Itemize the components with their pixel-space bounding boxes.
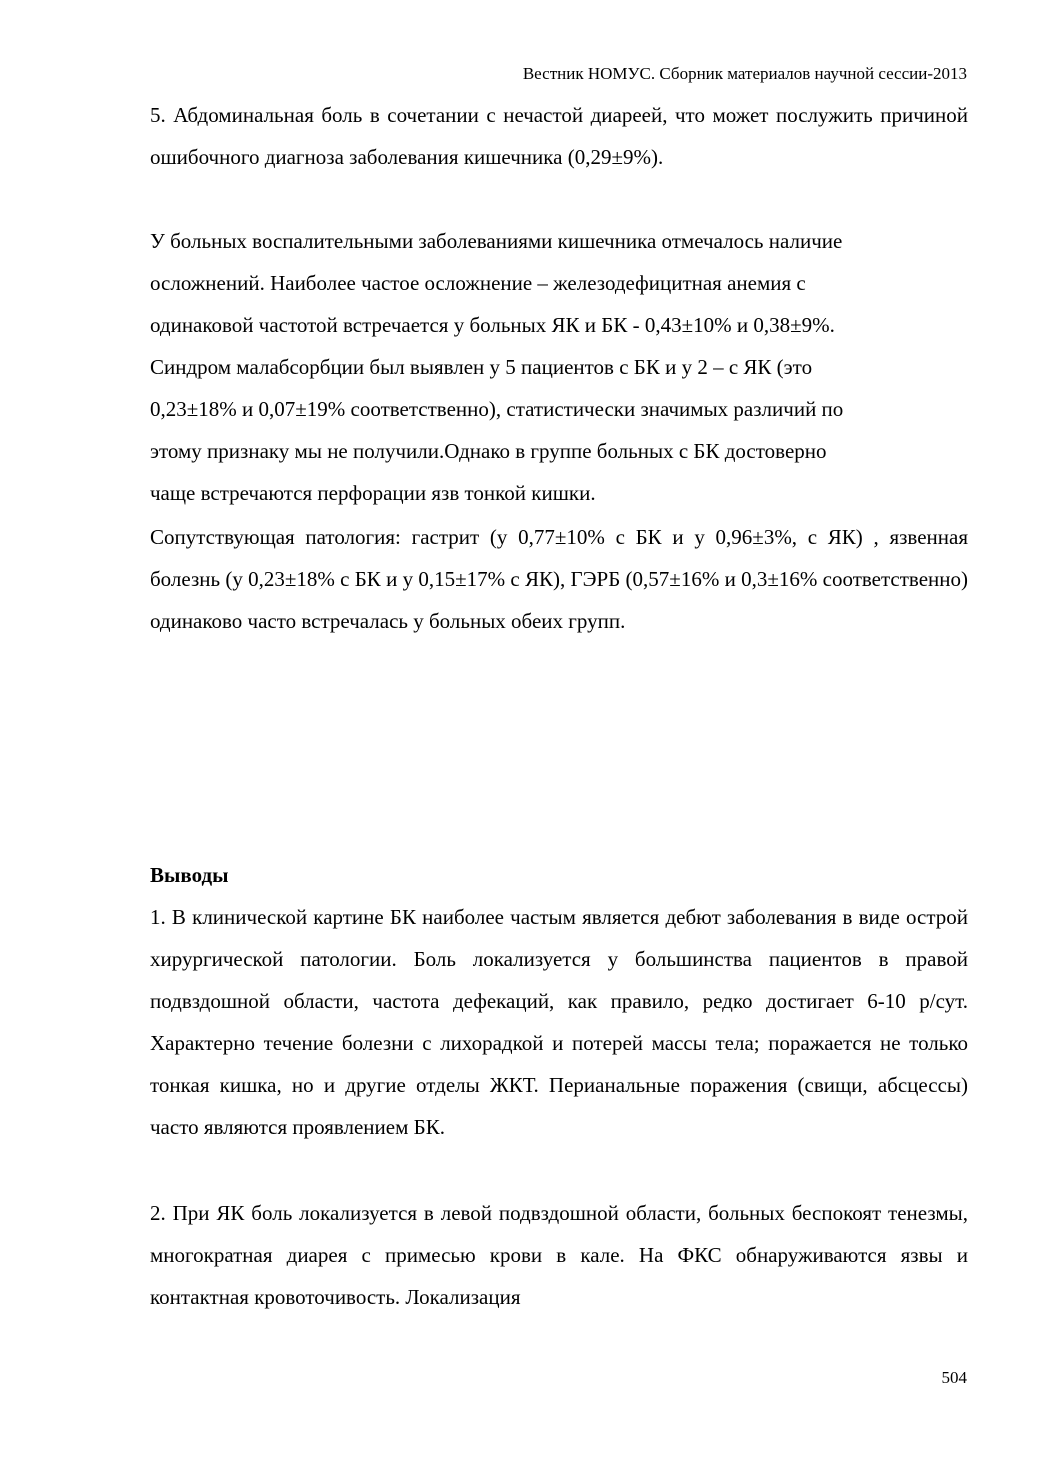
text-line: У больных воспалительными заболеваниями кишечника отмечалось наличие — [150, 229, 843, 253]
complications-paragraph — [150, 220, 968, 514]
conclusion-point-2 — [150, 1192, 968, 1318]
paragraph-conclusion-1: 1. В клинической картине БК наиболее частым является дебют заболевания в виде острой хирургической патологии. Боль локализуется у большинства пациентов в правой подвздошной области, частота дефекаций, как правило, редко достигает 6-10 р/сут. Характерно течение болезни с лихорадкой и потерей массы тела; поражается не только тонкая кишка, но и другие отделы ЖКТ. Перианальные поражения (свищи, абсцессы) часто являются проявлением БК. — [150, 905, 968, 1139]
text-line: одинаковой частотой встречается у больных ЯК и БК - 0,43±10% и 0,38±9%. — [150, 313, 835, 337]
list-item-5 — [150, 94, 968, 178]
text-line: чаще встречаются перфорации язв тонкой кишки. — [150, 481, 596, 505]
text-line: этому признаку мы не получили.Однако в группе больных с БК достоверно — [150, 439, 827, 463]
page-number: 504 — [941, 1368, 967, 1387]
paragraph-conclusion-2: 2. При ЯК боль локализуется в левой подвздошной области, больных беспокоят тенезмы, многократная диарея с примесью крови в кале. На ФКС обнаруживаются язвы и контактная кровоточивость. Локализация — [150, 1201, 968, 1309]
paragraph-abdominal-pain: 5. Абдоминальная боль в сочетании с нечастой диареей, что может послужить причиной ошибочного диагноза заболевания кишечника (0,29±9%). — [150, 103, 968, 169]
conclusion-point-1 — [150, 896, 968, 1148]
text-line: Синдром малабсорбции был выявлен у 5 пациентов с БК и у 2 – с ЯК (это — [150, 355, 813, 379]
text-line: осложнений. Наиболее частое осложнение – железодефицитная анемия с — [150, 271, 806, 295]
paragraph-comorbidity: Сопутствующая патология: гастрит (у 0,77±10% с БК и у 0,96±3%, с ЯК) , язвенная болезнь (у 0,23±18% с БК и у 0,15±17% с ЯК), ГЭРБ (0,57±16% и 0,3±16% соответственно) одинаково часто встречалась у больных обеих групп. — [150, 525, 968, 633]
text-line: 0,23±18% и 0,07±19% соответственно), статистически значимых различий по — [150, 397, 844, 421]
journal-header: Вестник НОМУС. Сборник материалов научной сессии-2013 — [522, 64, 967, 83]
comorbidity-paragraph — [150, 516, 968, 642]
section-heading-conclusions: Выводы — [150, 863, 229, 887]
